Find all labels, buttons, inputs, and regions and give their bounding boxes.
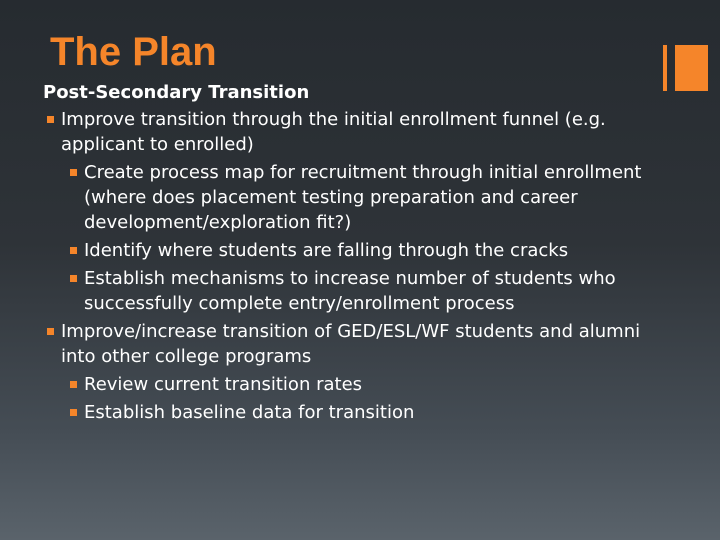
- slide-body: [43, 80, 673, 428]
- bullet-text: Create process map for recruitment through initial enrollment (where does placement testing preparation and career development/exploration fit?): [84, 162, 642, 233]
- square-bullet-icon: [47, 116, 54, 123]
- square-bullet-icon: [47, 328, 54, 335]
- sub-bullet-item: [43, 160, 673, 235]
- sub-bullet-item: [43, 266, 673, 316]
- bullet-text: Identify where students are falling through the cracks: [84, 240, 569, 261]
- bullet-text: Establish baseline data for transition: [84, 402, 415, 423]
- section-heading: Post-Secondary Transition: [43, 82, 310, 103]
- bullet-item: [43, 107, 673, 157]
- square-bullet-icon: [70, 381, 77, 388]
- slide-title: The Plan: [50, 30, 217, 74]
- square-bullet-icon: [70, 247, 77, 254]
- sub-bullet-item: [43, 400, 673, 425]
- bullet-text: Improve/increase transition of GED/ESL/WF students and alumni into other college programs: [61, 321, 641, 367]
- bullet-text: Review current transition rates: [84, 374, 363, 395]
- square-bullet-icon: [70, 169, 77, 176]
- sub-bullet-item: [43, 372, 673, 397]
- bullet-text: Establish mechanisms to increase number of students who successfully complete entry/enrollment process: [84, 268, 616, 314]
- accent-thick-bar: [675, 45, 708, 91]
- square-bullet-icon: [70, 275, 77, 282]
- sub-bullet-item: [43, 238, 673, 263]
- square-bullet-icon: [70, 409, 77, 416]
- bullet-text: Improve transition through the initial enrollment funnel (e.g. applicant to enrolled): [61, 109, 606, 155]
- bullet-item: [43, 319, 673, 369]
